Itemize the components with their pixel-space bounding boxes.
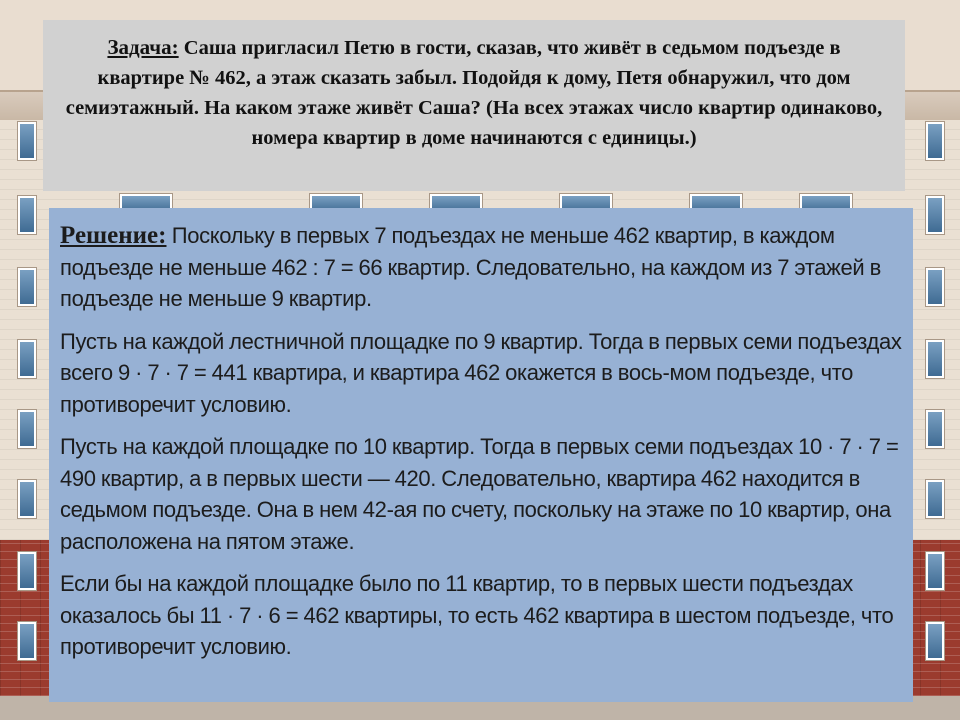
window bbox=[926, 410, 944, 448]
solution-paragraph: Пусть на каждой площадке по 10 квартир. Тогда в первых семи подъездах 10 · 7 · 7 = 490 квартир, а в первых шести — 420. Следовательно, квартира 462 находится в седьмом подъезде. Она в нем 42-ая по счету, поскольку на этаже по 10 квартир, она расположена на пятом этаже. bbox=[60, 434, 899, 554]
window bbox=[18, 480, 36, 518]
solution-text: Поскольку в первых 7 подъездах не меньше 462 квартир, в каждом подъезде не меньше 462 : 7 = 66 квартир. Следовательно, на каждом из 7 этажей в подъезде не меньше 9 квартир. bbox=[60, 223, 881, 311]
window bbox=[18, 196, 36, 234]
window bbox=[926, 122, 944, 160]
window bbox=[926, 622, 944, 660]
solution-box bbox=[49, 208, 913, 702]
task-heading: Задача: bbox=[107, 35, 179, 59]
solution-paragraph: Если бы на каждой площадке было по 11 квартир, то в первых шести подъездах оказалось бы 11 · 7 · 6 = 462 квартиры, то есть 462 квартира в шестом подъезде, что противоречит условию. bbox=[60, 571, 894, 659]
window bbox=[18, 122, 36, 160]
window bbox=[926, 552, 944, 590]
window bbox=[926, 340, 944, 378]
task-text: Саша пригласил Петю в гости, сказав, что живёт в седьмом подъезде в квартире № 462, а этаж сказать забыл. Подойдя к дому, Петя обнаружил, что дом семиэтажный. На каком этаже живёт Саша? (На всех этажах число квартир одинаково, номера квартир в доме начинаются с единицы.) bbox=[65, 37, 883, 149]
window bbox=[18, 340, 36, 378]
window bbox=[926, 196, 944, 234]
window bbox=[926, 480, 944, 518]
window bbox=[18, 410, 36, 448]
solution-heading: Решение: bbox=[60, 222, 167, 249]
solution-paragraph: Пусть на каждой лестничной площадке по 9 квартир. Тогда в первых семи подъездах всего 9 · 7 · 7 = 441 квартира, и квартира 462 окажется в вось-мом подъезде, что противоречит условию. bbox=[60, 328, 902, 417]
solution-paragraph bbox=[60, 220, 903, 315]
window bbox=[926, 268, 944, 306]
task-box bbox=[43, 20, 905, 191]
window bbox=[18, 622, 36, 660]
window bbox=[18, 552, 36, 590]
window bbox=[18, 268, 36, 306]
